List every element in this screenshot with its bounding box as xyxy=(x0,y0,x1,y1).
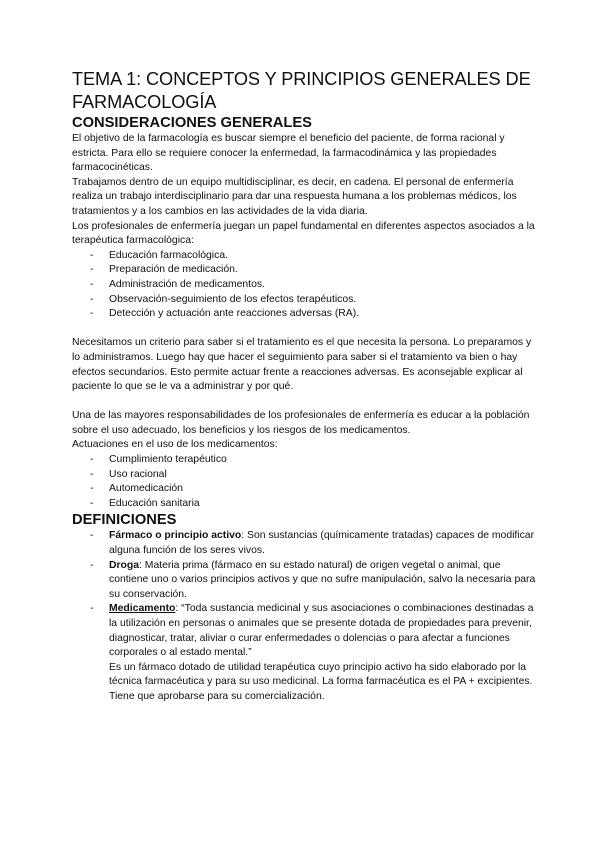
list-item: - Administración de medicamentos. xyxy=(90,278,265,290)
paragraph-equipo: Trabajamos dentro de un equipo multidisciplinar, es decir, en cadena. El personal de enfermería realiza un trabajo interdisciplinario para dar una respuesta humana a los problemas médicos, los tratamientos y a los cambios en las actividades de la vida diaria. xyxy=(72,176,517,217)
list-item: - Educación sanitaria xyxy=(90,497,200,509)
definition-medicamento-extra: Es un fármaco dotado de utilidad terapéutica cuyo principio activo ha sido elaborado por la técnica farmacéutica y para su uso medicinal. La forma farmacéutica es el PA + excipientes. Tiene que aprobarse para su comercialización. xyxy=(109,661,533,702)
spacer xyxy=(72,322,540,337)
paragraph-criterio: Necesitamos un criterio para saber si el tratamiento es el que necesita la persona. Lo preparamos y lo administramos. Luego hay que hacer el seguimiento para saber si el tratamiento va bien o hay efectos secundarios. Esto permite actuar frente a reacciones adversas. Es aconsejable explicar al paciente lo que se le va a administrar y por qué. xyxy=(72,337,532,393)
spacer xyxy=(72,395,540,410)
section-heading-definiciones: DEFINICIONES xyxy=(72,512,177,529)
list-item: - Cumplimiento terapéutico xyxy=(90,454,227,466)
list-item: - Uso racional xyxy=(90,468,167,480)
definition-droga: - Droga: Materia prima (fármaco en su estado natural) de origen vegetal o animal, que contiene uno o varios principios activos y que no sufre manipulación, salvo la necesaria para su conservación. xyxy=(90,559,536,600)
section-heading-consideraciones: CONSIDERACIONES GENERALES xyxy=(72,115,312,131)
term-droga: Droga xyxy=(109,559,140,571)
list-actuaciones xyxy=(72,453,540,511)
list-item: - Observación-seguimiento de los efectos terapéuticos. xyxy=(90,293,357,305)
list-item: - Educación farmacológica. xyxy=(90,249,228,261)
term-farmaco: Fármaco o principio activo xyxy=(109,530,242,542)
list-item: - Automedicación xyxy=(90,483,183,495)
paragraph-responsabilidades: Una de las mayores responsabilidades de los profesionales de enfermería es educar a la población sobre el uso adecuado, los beneficios y los riesgos de los medicamentos. xyxy=(72,410,530,436)
paragraph-actuaciones: Actuaciones en el uso de los medicamentos: xyxy=(72,439,278,451)
document-title: TEMA 1: CONCEPTOS Y PRINCIPIOS GENERALES DE FARMACOLOGÍA xyxy=(72,69,531,112)
definition-medicamento: - Medicamento: “Toda sustancia medicinal y sus asociaciones o combinaciones destinadas a la utilización en personas o animales que se presente dotada de propiedades para prevenir, diagnosticar, tratar, aliviar o curar enfermedades o dolencias o para afectar a funciones corporales o al estado mental.” Es un fármaco dotado de utilidad terapéutica cuyo principio activo ha sido elaborado por la técnica farmacéutica y para su uso medicinal. La forma farmacéutica es el PA + excipientes. Tiene que aprobarse para su comercialización. xyxy=(90,603,534,702)
paragraph-profesionales: Los profesionales de enfermería juegan un papel fundamental en diferentes aspectos asociados a la terapéutica farmacológica: xyxy=(72,220,535,247)
list-aspectos xyxy=(72,249,540,322)
term-medicamento: Medicamento xyxy=(109,603,176,615)
list-item: - Preparación de medicación. xyxy=(90,264,238,276)
paragraph-objetivo: El objetivo de la farmacología es buscar siempre el beneficio del paciente, de forma racional y estricta. Para ello se requiere conocer la enfermedad, la farmacodinámica y las propiedades farmacocinéticas. xyxy=(72,133,505,174)
list-definiciones xyxy=(72,529,540,704)
list-item: - Detección y actuación ante reacciones adversas (RA). xyxy=(90,308,360,320)
definition-farmaco: - Fármaco o principio activo: Son sustancias (químicamente tratadas) capaces de modificar alguna función de los seres vivos. xyxy=(90,530,535,557)
